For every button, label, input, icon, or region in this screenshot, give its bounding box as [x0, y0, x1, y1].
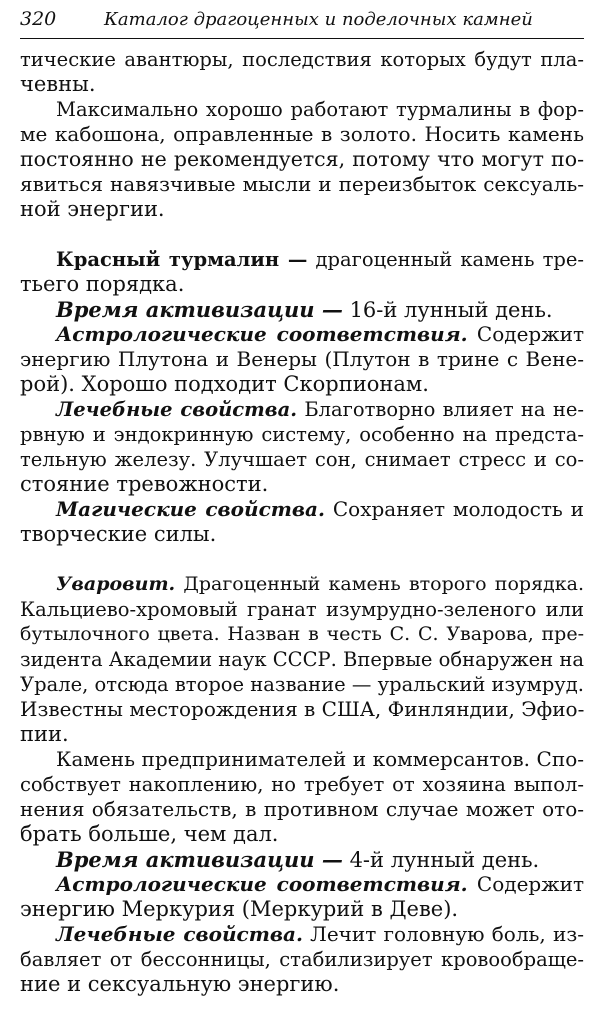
text-fragment: Сохраняет молодость и	[332, 497, 584, 521]
text-fragment: 4-й лунный день.	[349, 848, 540, 872]
entry-line	[20, 847, 584, 872]
text-line: брать больше, чем дал.	[20, 822, 279, 846]
body-text	[20, 47, 584, 997]
magic-label: Магические свойства.	[56, 497, 325, 521]
text-line: бутылочного цвета. Назван в честь С. С. Уварова, пре-	[20, 623, 584, 645]
healing-label: Лечебные свойства.	[56, 922, 303, 946]
astro-label: Астрологические соответствия.	[56, 322, 468, 346]
text-fragment: Содержит	[476, 322, 584, 346]
text-fragment: Лечит головную боль, из-	[310, 922, 584, 946]
entry-line	[20, 247, 584, 272]
activation-label: Время активизации —	[56, 297, 343, 322]
entry-title-uvarovite: Уваровит.	[56, 573, 176, 595]
text-line: энергию Плутона и Венеры (Плутон в трине с Вене-	[20, 347, 584, 371]
text-fragment: Содержит	[476, 872, 584, 896]
text-line: явиться навязчивые мысли и переизбыток сексуаль-	[20, 172, 584, 196]
book-page	[20, 8, 584, 997]
entry-line	[20, 397, 584, 422]
entry-line	[20, 572, 584, 597]
text-line: Максимально хорошо работают турмалины в фор-	[56, 98, 584, 121]
text-line: рой). Хорошо подходит Скорпионам.	[20, 372, 429, 396]
paragraph-gap	[20, 222, 584, 247]
entry-line	[20, 322, 584, 347]
text-line: постоянно не рекомендуется, потому что могут по-	[20, 147, 584, 171]
running-header	[20, 8, 584, 39]
text-fragment: 16-й лунный день.	[349, 298, 553, 322]
entry-title-red-tourmaline: Красный турмалин —	[56, 248, 308, 271]
text-line: Урале, отсюда второе название — уральский изумруд.	[20, 673, 584, 696]
text-line: Камень предпринимателей и коммерсантов. Спо-	[56, 747, 584, 771]
text-line: тьего порядка.	[20, 272, 185, 296]
astro-label: Астрологические соответствия.	[56, 872, 468, 896]
text-line: зидента Академии наук СССР. Впервые обнаружен на	[20, 648, 584, 671]
text-line: стояние тревожности.	[20, 472, 269, 496]
entry-line	[20, 922, 584, 947]
entry-line	[20, 872, 584, 897]
text-line: Кальциево-хромовый гранат изумрудно-зеленого или	[20, 598, 584, 621]
text-line: Известны месторождения в США, Финляндии, Эфио-	[20, 697, 584, 721]
text-fragment: Благотворно влияет на не-	[304, 398, 584, 421]
text-line: рвную и эндокринную систему, особенно на предста-	[20, 423, 584, 446]
text-line: тельную железу. Улучшает сон, снимает стресс и со-	[20, 448, 584, 471]
text-line: собствует накоплению, но требует от хозяина выпол-	[20, 773, 584, 796]
running-title: Каталог драгоценных и поделочных камней	[104, 9, 533, 30]
healing-label: Лечебные свойства.	[56, 398, 298, 421]
entry-line	[20, 297, 584, 322]
text-line: творческие силы.	[20, 522, 217, 546]
text-line: пии.	[20, 722, 69, 746]
text-line: ме кабошона, оправленные в золото. Носить камень	[20, 122, 584, 146]
text-line: ной энергии.	[20, 197, 165, 221]
text-line: нения обязательств, в противном случае может ото-	[20, 797, 584, 821]
paragraph-gap	[20, 547, 584, 572]
text-line: ние и сексуальную энергию.	[20, 972, 340, 996]
text-line: бавляет от бессонницы, стабилизирует кровообраще-	[20, 948, 584, 971]
text-line: чевны.	[20, 72, 96, 96]
text-line: тические авантюры, последствия которых будут пла-	[20, 48, 584, 71]
text-line: энергию Меркурия (Меркурий в Деве).	[20, 897, 459, 921]
activation-label: Время активизации —	[56, 847, 343, 872]
page-number: 320	[20, 8, 57, 30]
text-fragment: драгоценный камень тре-	[315, 248, 584, 271]
text-fragment: Драгоценный камень второго порядка.	[183, 573, 584, 595]
entry-line	[20, 497, 584, 522]
